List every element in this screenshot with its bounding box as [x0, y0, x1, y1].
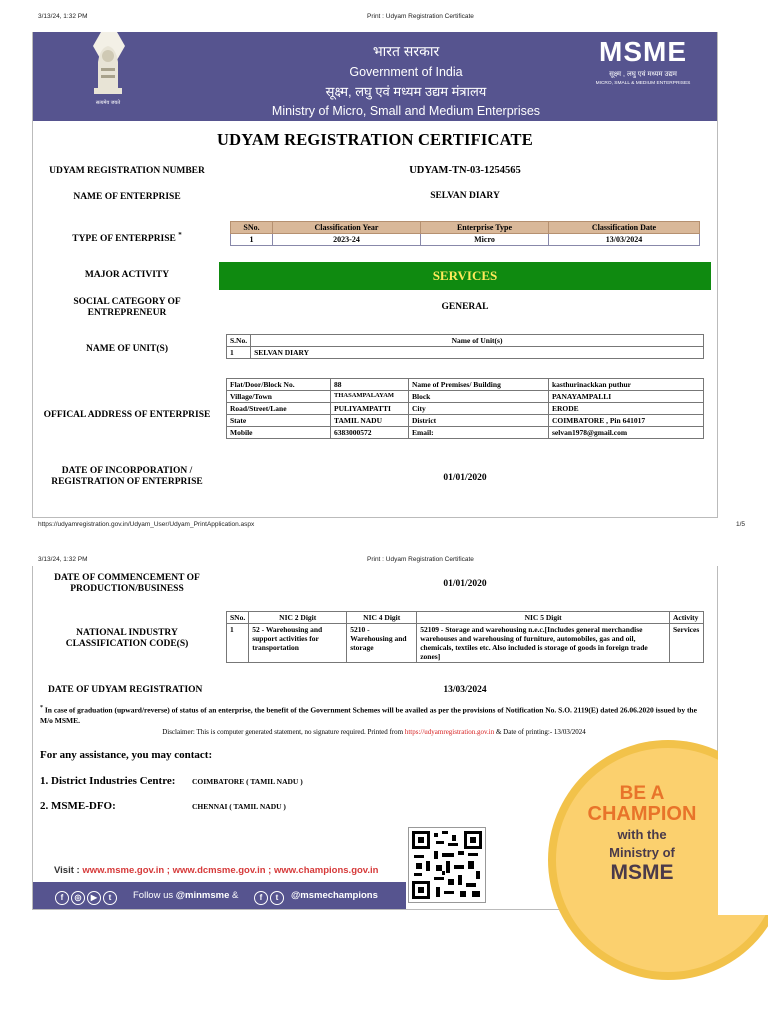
commencement-label: DATE OF COMMENCEMENT OF PRODUCTION/BUSINESS [54, 573, 200, 594]
facebook-icon[interactable]: f [55, 891, 69, 905]
ministry-title: Ministry of Micro, Small and Medium Enterprises [271, 104, 541, 118]
nic-cell: Services [670, 624, 704, 663]
address-cell: Email: [409, 427, 549, 439]
address-cell: THASAMPALAYAM [331, 391, 409, 403]
youtube-icon[interactable]: ▶ [87, 891, 101, 905]
msme-hindi-sub: सूक्ष्म , लघु एवं मध्यम उद्यम [609, 71, 677, 78]
nic-label: NATIONAL INDUSTRY CLASSIFICATION CODE(S) [65, 628, 189, 649]
registration-date-value: 13/03/2024 [443, 685, 487, 695]
facebook-icon[interactable]: f [254, 891, 268, 905]
units-header: Name of Unit(s) [251, 335, 704, 347]
champion-line4: Ministry of [609, 845, 675, 860]
address-cell: PULIYAMPATTI [331, 403, 409, 415]
incorporation-label: DATE OF INCORPORATION / REGISTRATION OF ENTERPRISE [51, 466, 203, 487]
classification-table [230, 221, 700, 246]
address-cell: Block [409, 391, 549, 403]
nic-header: NIC 2 Digit [249, 612, 347, 624]
registration-date-label: DATE OF UDYAM REGISTRATION [48, 685, 203, 695]
graduation-note: * In case of graduation (upward/reverse) of status of an enterprise, the benefit of the Government Schemes will be availed as per the provisions of Notification No. S.O. 2119(E) dated 26.06.2020 issued by the M/o MSME. [40, 705, 697, 725]
print-page-title: Print : Udyam Registration Certificate [367, 13, 474, 20]
nic-cell: 1 [227, 624, 249, 663]
nic-header: Activity [670, 612, 704, 624]
address-cell: ERODE [549, 403, 704, 415]
twitter-icon[interactable]: t [270, 891, 284, 905]
social-category-value: GENERAL [441, 302, 489, 312]
address-cell: 6383000572 [331, 427, 409, 439]
enterprise-name-label: NAME OF ENTERPRISE [73, 192, 181, 202]
nic-header: NIC 5 Digit [417, 612, 670, 624]
address-cell: TAMIL NADU [331, 415, 409, 427]
email-link[interactable]: selvan1978@gmail.com [549, 427, 704, 439]
nic-table [226, 611, 704, 663]
cls-header: Classification Year [273, 222, 421, 234]
cls-cell: Micro [421, 234, 549, 246]
dic-value: COIMBATORE ( TAMIL NADU ) [192, 777, 303, 786]
address-cell: City [409, 403, 549, 415]
print-url[interactable]: https://udyamregistration.gov.in/Udyam_User/Udyam_PrintApplication.aspx [38, 521, 255, 528]
cls-header: Classification Date [549, 222, 700, 234]
units-header: S.No. [227, 335, 251, 347]
nic-header: SNo. [227, 612, 249, 624]
social-category-label: SOCIAL CATEGORY OF ENTREPRENEUR [73, 297, 181, 318]
dic-label: 1. District Industries Centre: [40, 775, 176, 787]
handle-minmsme[interactable]: @minmsme [175, 890, 230, 901]
handle-msmechampions[interactable]: @msmechampions [291, 890, 378, 901]
address-row [227, 391, 704, 403]
print-timestamp-p2: 3/13/24, 1:32 PM [38, 556, 88, 563]
address-table [226, 378, 704, 439]
reg-no-value: UDYAM-TN-03-1254565 [409, 165, 521, 176]
address-label: OFFICAL ADDRESS OF ENTERPRISE [43, 410, 211, 420]
address-cell: kasthurinackkan puthur [549, 379, 704, 391]
nic-header: NIC 4 Digit [347, 612, 417, 624]
visit-line: Visit : www.msme.gov.in ; www.dcmsme.gov.in ; www.champions.gov.in [54, 865, 379, 876]
gov-title: Government of India [349, 65, 463, 79]
address-cell: PANAYAMPALLI [549, 391, 704, 403]
disclaimer: Disclaimer: This is computer generated statement, no signature required. Printed from https://udyamregistration.gov.in & Date of printing:- 13/03/2024 [162, 728, 586, 736]
gov-banner [33, 32, 717, 121]
champion-line3: with the [617, 827, 667, 842]
enterprise-type-label: TYPE OF ENTERPRISE * [72, 231, 182, 245]
certificate-title: UDYAM REGISTRATION CERTIFICATE [217, 130, 533, 149]
print-timestamp: 3/13/24, 1:32 PM [38, 13, 88, 20]
contact-heading: For any assistance, you may contact: [40, 749, 213, 761]
units-cell: 1 [227, 347, 251, 359]
msme-english-sub: MICRO, SMALL & MEDIUM ENTERPRISES [595, 81, 691, 86]
address-cell: District [409, 415, 549, 427]
hindi-gov-title: भारत सरकार [372, 43, 440, 59]
units-label: NAME OF UNIT(S) [86, 344, 168, 354]
cls-cell: 1 [231, 234, 273, 246]
address-row [227, 379, 704, 391]
print-page-title-p2: Print : Udyam Registration Certificate [367, 556, 474, 563]
commencement-value: 01/01/2020 [443, 579, 487, 589]
nic-cell: 52 - Warehousing and support activities for transportation [249, 624, 347, 663]
cls-cell: 13/03/2024 [549, 234, 700, 246]
address-cell: Name of Premises/ Building [409, 379, 549, 391]
social-icons-group-2 [254, 887, 286, 905]
nic-cell: 5210 - Warehousing and storage [347, 624, 417, 663]
cls-cell: 2023-24 [273, 234, 421, 246]
reg-no-label: UDYAM REGISTRATION NUMBER [49, 166, 205, 176]
major-activity-value: SERVICES [219, 262, 711, 290]
dfo-value: CHENNAI ( TAMIL NADU ) [192, 802, 286, 811]
incorporation-value: 01/01/2020 [443, 473, 487, 483]
emblem-motto: सत्यमेव जयते [95, 100, 121, 106]
address-cell: Road/Street/Lane [227, 403, 331, 415]
address-row [227, 403, 704, 415]
address-cell: Flat/Door/Block No. [227, 379, 331, 391]
social-icons-group-1 [55, 887, 119, 905]
udyam-portal-link[interactable]: https://udyamregistration.gov.in [404, 728, 495, 736]
address-row [227, 427, 704, 439]
follow-text: Follow us @minmsme & [133, 890, 239, 901]
champion-line5: MSME [610, 861, 674, 884]
twitter-icon[interactable]: t [103, 891, 117, 905]
msme-logo: MSME [599, 36, 687, 67]
visit-links[interactable]: www.msme.gov.in ; www.dcmsme.gov.in ; www.champions.gov.in [82, 865, 379, 876]
address-cell: Mobile [227, 427, 331, 439]
address-cell: Village/Town [227, 391, 331, 403]
hindi-ministry-title: सूक्ष्म, लघु एवं मध्यम उद्यम मंत्रालय [325, 84, 487, 99]
major-activity-label: MAJOR ACTIVITY [84, 270, 170, 280]
cls-header: Enterprise Type [421, 222, 549, 234]
enterprise-name-value: SELVAN DIARY [430, 191, 500, 201]
address-cell: COIMBATORE , Pin 641017 [549, 415, 704, 427]
champion-line2: CHAMPION [587, 803, 697, 825]
address-row [227, 415, 704, 427]
cls-header: SNo. [231, 222, 273, 234]
qr-code-icon [412, 831, 482, 899]
national-emblem-icon [88, 38, 128, 108]
qr-code[interactable] [408, 827, 486, 903]
units-table [226, 334, 704, 359]
address-cell: State [227, 415, 331, 427]
dfo-label: 2. MSME-DFO: [40, 800, 116, 812]
follow-bar [33, 882, 406, 909]
address-cell: 88 [331, 379, 409, 391]
nic-cell: 52109 - Storage and warehousing n.e.c.[Includes general merchandise warehouses and warehousing of furniture, automobiles, gas and oil, chemicals, textiles etc. Also included is storage of goods in foreign trade zones] [417, 624, 670, 663]
print-page-number: 1/5 [736, 521, 746, 528]
instagram-icon[interactable]: ◎ [71, 891, 85, 905]
champion-line1: BE A [619, 783, 665, 804]
units-cell: SELVAN DIARY [251, 347, 704, 359]
